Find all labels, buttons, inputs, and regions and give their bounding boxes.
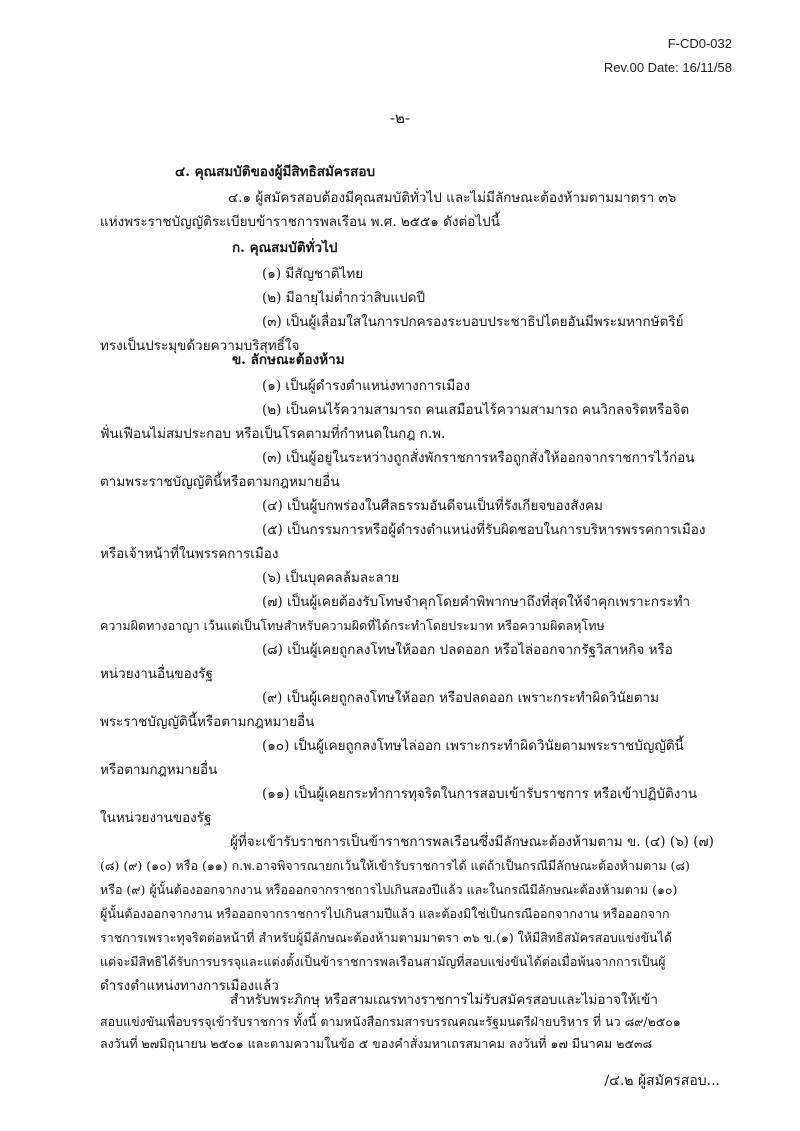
paragraph-line: สำหรับพระภิกษุ หรือสามเณรทางราชการไม่รับสมัครสอบและไม่อาจให้เข้า [230, 992, 658, 1008]
revision-date: Rev.00 Date: 16/11/58 [603, 60, 732, 75]
general-item: (๑) มีสัญชาติไทย [262, 266, 364, 282]
paragraph-line: ดำรงตำแหน่งทางการเมืองแล้ว [100, 978, 279, 994]
general-item: ทรงเป็นประมุขด้วยความบริสุทธิ์ใจ [100, 338, 300, 354]
page-number: -๒- [389, 109, 411, 127]
prohibited-line: หรือตามกฎหมายอื่น [100, 762, 218, 778]
prohibited-line: (๔) เป็นผู้บกพร่องในศีลธรรมอันดีจนเป็นที่รังเกียจของสังคม [262, 498, 603, 514]
general-item: (๓) เป็นผู้เลื่อมใสในการปกครองระบอบประชาธิปไตยอันมีพระมหากษัตริย์ [262, 314, 684, 330]
intro-line: ๔.๑ ผู้สมัครสอบต้องมีคุณสมบัติทั่วไป และไม่มีลักษณะต้องห้ามตามมาตรา ๓๖ [228, 190, 677, 206]
prohibited-line: (๒) เป็นคนไร้ความสามารถ คนเสมือนไร้ความสามารถ คนวิกลจริตหรือจิต [262, 402, 690, 418]
paragraph-line: ราชการเพราะทุจริตต่อหน้าที่ สำหรับผู้มีลักษณะต้องห้ามตามมาตรา ๓๖ ข.(๑) ให้มีสิทธิสมัครสอบแข่งขันได้ [100, 930, 673, 945]
general-item: (๒) มีอายุไม่ต่ำกว่าสิบแปดปี [262, 290, 426, 306]
continuation-note: /๔.๒ ผู้สมัครสอบ... [604, 1073, 720, 1089]
paragraph-line: แต่จะมีสิทธิได้รับการบรรจุและแต่งตั้งเป็นข้าราชการพลเรือนสามัญที่สอบแข่งขันได้ต่อเมื่อพ้นจากการเป็นผู้ [100, 954, 666, 969]
prohibited-line: (๑๑) เป็นผู้เคยกระทำการทุจริตในการสอบเข้ารับราชการ หรือเข้าปฏิบัติงาน [262, 786, 698, 802]
general-heading: ก. คุณสมบัติทั่วไป [232, 240, 338, 256]
prohibited-line: (๙) เป็นผู้เคยถูกลงโทษให้ออก หรือปลดออก เพราะกระทำผิดวินัยตาม [262, 690, 659, 706]
prohibited-line: (๘) เป็นผู้เคยถูกลงโทษให้ออก ปลดออก หรือไล่ออกจากรัฐวิสาหกิจ หรือ [262, 642, 673, 658]
prohibited-line: ฟั่นเฟือนไม่สมประกอบ หรือเป็นโรคตามที่กำหนดในกฎ ก.พ. [100, 426, 446, 442]
prohibited-line: หน่วยงานอื่นของรัฐ [100, 666, 213, 682]
paragraph-line: ผู้นั้นต้องออกจากงาน หรือออกจากราชการไปเกินสามปีแล้ว และต้องมิใช่เป็นกรณีออกจากงาน หรือออกจาก [100, 906, 670, 921]
prohibited-line: (๖) เป็นบุคคลล้มละลาย [262, 570, 400, 586]
prohibited-heading: ข. ลักษณะต้องห้าม [232, 352, 345, 368]
prohibited-line: (๑๐) เป็นผู้เคยถูกลงโทษไล่ออก เพราะกระทำผิดวินัยตามพระราชบัญญัตินี้ [262, 738, 684, 754]
paragraph-line: ผู้ที่จะเข้ารับราชการเป็นข้าราชการพลเรือนซึ่งมีลักษณะต้องห้ามตาม ข. (๔) (๖) (๗) [230, 834, 714, 850]
paragraph-line: (๘) (๙) (๑๐) หรือ (๑๑) ก.พ.อาจพิจารณายกเว้นให้เข้ารับราชการได้ แต่ถ้าเป็นกรณีมีลักษณะต้องห้ามตาม (๘) [100, 858, 690, 873]
paragraph-line: ลงวันที่ ๒๗มิถุนายน ๒๕๐๑ และตามความในข้อ ๕ ของคำสั่งมหาเถรสมาคม ลงวันที่ ๑๗ มีนาคม ๒๕๓๘ [100, 1036, 653, 1051]
prohibited-line: (๕) เป็นกรรมการหรือผู้ดำรงตำแหน่งที่รับผิดชอบในการบริหารพรรคการเมือง [262, 522, 706, 538]
prohibited-line: ความผิดทางอาญา เว้นแต่เป็นโทษสำหรับความผิดที่ได้กระทำโดยประมาท หรือความผิดลหุโทษ [100, 618, 605, 633]
paragraph-line: หรือ (๙) ผู้นั้นต้องออกจากงาน หรือออกจากราชการไปเกินสองปีแล้ว และในกรณีมีลักษณะต้องห้ามตาม (๑๐) [100, 882, 678, 897]
section-title: ๔. คุณสมบัติของผู้มีสิทธิสมัครสอบ [175, 164, 376, 180]
intro-line: แห่งพระราชบัญญัติระเบียบข้าราชการพลเรือน พ.ศ. ๒๕๕๑ ดังต่อไปนี้ [100, 214, 500, 230]
prohibited-line: หรือเจ้าหน้าที่ในพรรคการเมือง [100, 546, 279, 562]
prohibited-line: (๓) เป็นผู้อยู่ในระหว่างถูกสั่งพักราชการหรือถูกสั่งให้ออกจากราชการไว้ก่อน [262, 450, 695, 466]
form-code: F-CD0-032 [667, 36, 732, 51]
prohibited-line: พระราชบัญญัตินี้หรือตามกฎหมายอื่น [100, 714, 315, 730]
prohibited-line: ในหน่วยงานของรัฐ [100, 810, 212, 826]
paragraph-line: สอบแข่งขันเพื่อบรรจุเข้ารับราชการ ทั้งนี้ ตามหนังสือกรมสารบรรณคณะรัฐมนตรีฝ่ายบริหาร ที่ นว ๘๙/๒๕๐๑ [100, 1014, 681, 1029]
prohibited-line: (๑) เป็นผู้ดำรงตำแหน่งทางการเมือง [262, 378, 470, 394]
prohibited-line: (๗) เป็นผู้เคยต้องรับโทษจำคุกโดยคำพิพากษาถึงที่สุดให้จำคุกเพราะกระทำ [262, 594, 691, 610]
prohibited-line: ตามพระราชบัญญัตินี้หรือตามกฎหมายอื่น [100, 474, 340, 490]
